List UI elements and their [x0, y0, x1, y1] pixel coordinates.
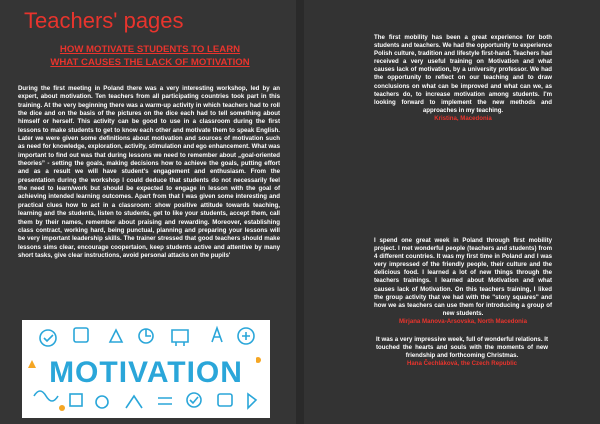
- testimonial-author: Kristina, Macedonia: [434, 114, 492, 122]
- testimonial-author: Hana Čechláková, the Czech Republic: [406, 360, 518, 368]
- subheading-lack-of-motivation: WHAT CAUSES THE LACK OF MOTIVATION: [50, 57, 250, 68]
- testimonial-2: [374, 237, 552, 326]
- testimonial-text: I spend one great week in Poland through first mobility project. I met wonderful people (teachers and students) from 4 different countries. It was my first time in Poland and I was very impressed of the friendly people, their culture and the delicious food. I learned a lot of new things through the teachers trainings. I learned about Motivation and what causes lack of Motivation. On this teachers training, I liked the group activity that we had with the "story squares" and how we as teachers can use them for introducing a group of new students.: [374, 237, 552, 317]
- motivation-word: MOTIVATION: [49, 356, 243, 389]
- subheading-motivate: HOW MOTIVATE STUDENTS TO LEARN: [59, 44, 241, 55]
- page-title: Teachers' pages: [24, 8, 184, 33]
- testimonial-text: It was a very impressive week, full of wonderful relations. It touched the hearts and souls with the moments of new friendship and forthcoming Christmas.: [376, 336, 548, 360]
- motivation-image: [22, 320, 270, 418]
- testimonial-3: [376, 336, 548, 368]
- testimonial-1: [374, 34, 552, 123]
- article-body: During the first meeting in Poland there was a very interesting workshop, led by an expert, about motivation. Ten teachers from all participating countries took part in this training. At the very beginning there was a warm-up activity in which teachers had to roll the dice and on the basis of the pictures on the dice each had to tell something about himself or herself. This activity can be good to use in a classroom during the first lessons to make students to get to know each other and motivate them to speak English. Later we were given some definitions about motivation and sources of motivation such as need for knowledge, exploration, activity, stimulation and ego enhancement. What was important to find out was that during lessons we need to remember about „goal-oriented theories” - setting the goals, making decisions how to achieve the goals, putting effort and as a result we will have student's engagement and enthusiasm. From the presentation during the workshop I could deduce that students do not necessarily feel the need to learn/work but should be expected to engage in lesson with the goal of achieving intended learning outcomes. Apart from that I was given some interesting and practical clues how to act in a classroom: show positive attitude towards teaching, learning and the students, listen to students, get to like your students, accept them, call them by their names, remember about praising and rewarding. Moreover, establishing class contract, working hard, being punctual, planning and preparing your lessons will be very important leadership skills. The trainer stressed that good teachers should make lessons sims clear, encourage coopertaion, keep students active and attentive by many short tasks, give clear instructions, avoid personal attacks on the pupils': [18, 85, 280, 259]
- testimonial-author: Mirjana Manova-Arsovska, North Macedonia: [398, 317, 527, 325]
- page-gutter: [296, 0, 304, 424]
- testimonial-text: The first mobility has been a great experience for both students and teachers. We had the opportunity to experience Polish culture, tradition and lifestyle first-hand. Teachers had received a very useful training on Motivation and what causes lack of motivation, by a university professor. We had the opportunity to reflect on our teaching and to draw conclusions on what can be improved and what can we, as teachers do, to increase motivation among students. I'm looking forward to implement the new methods and approaches in my teaching.: [374, 34, 552, 114]
